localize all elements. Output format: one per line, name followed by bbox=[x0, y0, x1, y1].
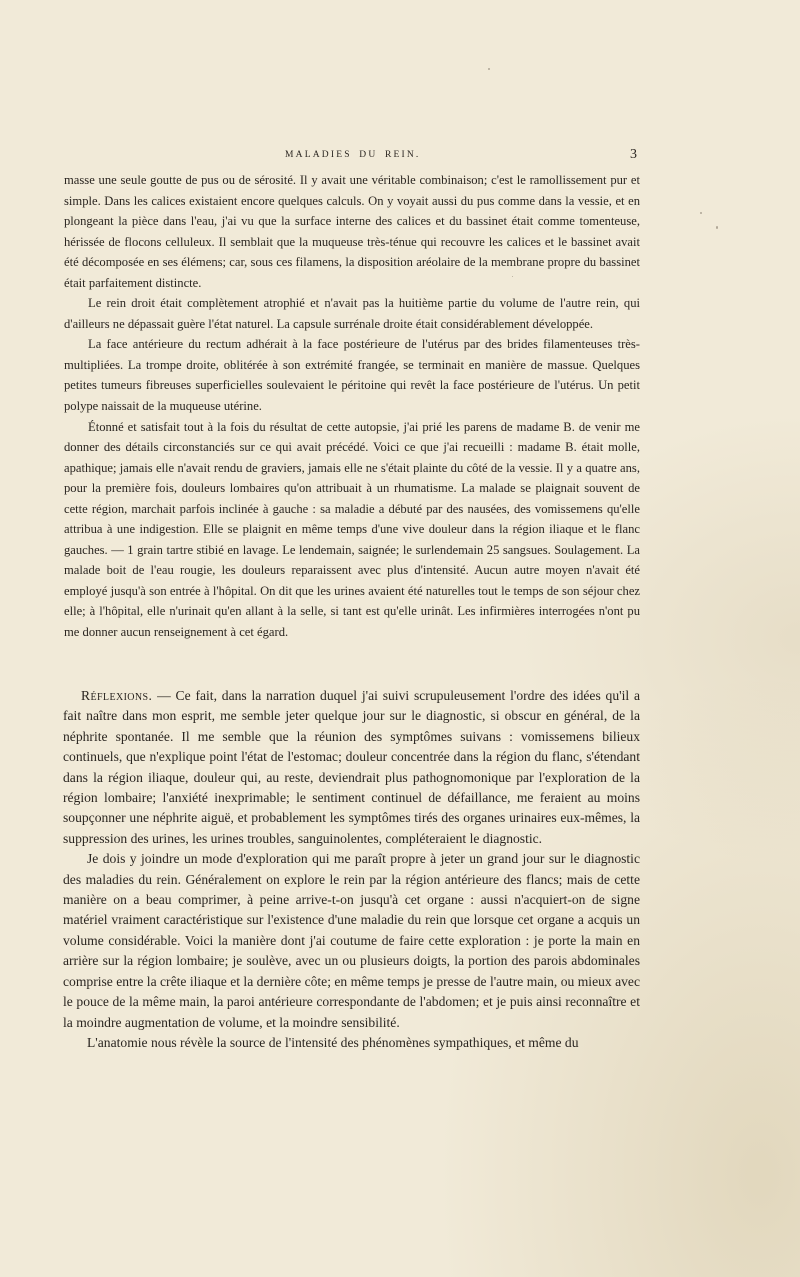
paragraph: L'anatomie nous révèle la source de l'intensité des phénomènes sympathiques, et même du bbox=[87, 1034, 579, 1050]
running-head bbox=[0, 147, 800, 166]
paragraph-body: — Ce fait, dans la narration duquel j'ai suivi scrupuleusement l'ordre des idées qu'il a fait naître dans mon esprit, me semble jeter quelque jour sur le diagnostic, si obscur en général, de la néphrite spontanée. Il me semble que la réunion des symptômes suivans : vomissemens bilieux continuels, que n'explique point l'état de l'estomac; douleur concentrée dans la région du flanc, s'étendant dans la région iliaque, douleur qui, au reste, deviendrait plus pathognomonique par l'exploration de la région lombaire; l'anxiété inexprimable; le sentiment continuel de défaillance, me feraient au moins soupçonner une néphrite aiguë, et probablement les symptômes tirés des organes urinaires eux-mêmes, la suppression des urines, les urines troubles, sanguinolentes, compléteraient le diagnostic. bbox=[63, 688, 640, 846]
paper-speck bbox=[488, 68, 490, 70]
paragraph: Le rein droit était complètement atrophié et n'avait pas la huitième partie du volume de l'autre rein, qui d'ailleurs ne dépassait guère l'état naturel. La capsule surrénale droite était considérablement développée. bbox=[64, 296, 640, 331]
paper-speck bbox=[716, 226, 718, 229]
paragraph bbox=[63, 686, 640, 849]
paper-speck bbox=[700, 212, 702, 214]
section-heading: Réflexions. bbox=[81, 688, 153, 703]
reflections-text bbox=[63, 686, 640, 1053]
paragraph: masse une seule goutte de pus ou de sérosité. Il y avait une véritable combinaison; c'est le ramollissement pur et simple. Dans les calices existaient encore quelques calculs. On y voyait aussi du pus comme dans la vessie, et en plongeant la pièce dans l'eau, j'ai vu que la surface interne des calices et du bassinet était comme tomenteuse, hérissée de flocons celluleux. Il semblait que la muqueuse très-ténue qui recouvre les calices et le bassinet avait été décomposée en ses élémens; car, sous ces filamens, la disposition aréolaire de la membrane propre du bassinet était parfaitement distincte. bbox=[64, 173, 640, 290]
running-title: MALADIES DU REIN. bbox=[285, 150, 421, 160]
paragraph: La face antérieure du rectum adhérait à la face postérieure de l'utérus par des brides filamenteuses très-multipliées. La trompe droite, oblitérée à son extrémité frangée, se terminait en manière de massue. Quelques petites tumeurs fibreuses superficielles soulevaient le péritoine qui revêt la face postérieure de l'utérus. Un petit polype naissait de la muqueuse utérine. bbox=[64, 337, 640, 414]
paragraph: Je dois y joindre un mode d'exploration qui me paraît propre à jeter un grand jour sur le diagnostic des maladies du rein. Généralement on explore le rein par la région antérieure des flancs; mais de cette manière on a beau comprimer, à peine arrive-t-on jusqu'à cet organe : aussi n'acquiert-on de signe matériel vraiment caractéristique sur l'existence d'une maladie du rein que lorsque cet organe a acquis un volume considérable. Voici la manière dont j'ai coutume de faire cette exploration : je porte la main en arrière sur la région lombaire; je soulève, avec un ou plusieurs doigts, la portion des parois abdominales comprise entre la crête iliaque et la dernière côte; en même temps je presse de l'autre main, ou mieux avec le pouce de la même main, la paroi antérieure correspondante de l'abdomen; et je puis ainsi reconnaître et la moindre augmentation de volume, et la moindre sensibilité. bbox=[63, 851, 640, 1030]
paragraph: Étonné et satisfait tout à la fois du résultat de cette autopsie, j'ai prié les parens de madame B. de venir me donner des détails circonstanciés sur ce qui avait précédé. Voici ce que j'ai recueilli : madame B. était molle, apathique; jamais elle n'avait rendu de graviers, jamais elle ne s'était plainte du côté de la vessie. Il y a quatre ans, pour la première fois, douleurs lombaires qu'on attribuait à un rhumatisme. La malade se plaignait souvent de cette région, marchait parfois inclinée à gauche : sa maladie a débuté par des nausées, des vomissemens qu'elle attribua à une indigestion. Elle se plaignit en même temps d'une vive douleur dans la région iliaque et le flanc gauches. — 1 grain tartre stibié en lavage. Le lendemain, saignée; le surlendemain 25 sangsues. Soulagement. La malade boit de l'eau rougie, les douleurs reparaissent avec plus d'intensité. Aucun autre moyen n'avait été employé jusqu'à son entrée à l'hôpital. On dit que les urines avaient été naturelles tout le temps de son séjour chez elle; à l'hôpital, elle n'urinait qu'en allant à la selle, si tant est qu'elle urinât. Les infirmières interrogées n'ont pu me donner aucun renseignement à cet égard. bbox=[64, 419, 640, 640]
case-report-text bbox=[64, 170, 640, 643]
page-number: 3 bbox=[630, 147, 637, 162]
